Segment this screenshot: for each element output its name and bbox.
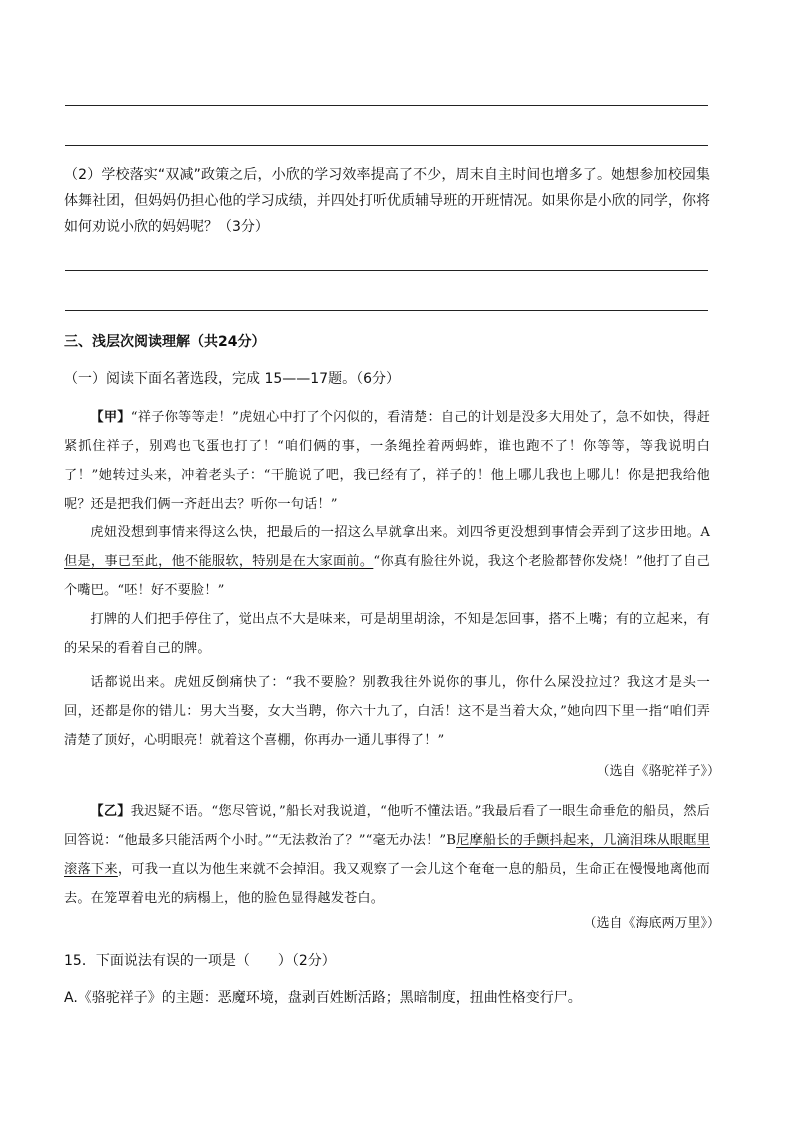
passage-jia-label: 【甲】 [90, 410, 131, 425]
question-2-text: （2）学校落实“双减”政策之后，小欣的学习效率提高了不少，周末自主时间也增多了。她想参加校园集体舞社团，但妈妈仍担心他的学习成绩，并四处打听优质辅导班的开班情况。如果你是小欣的同学，你将如何劝说小欣的妈妈呢？（3分） [64, 167, 710, 235]
answer-line [65, 270, 708, 271]
section-heading: 三、浅层次阅读理解（共24分） [64, 334, 266, 350]
answer-line [65, 105, 708, 106]
passage-yi-text: 我迟疑不语。“您尽管说，”船长对我说道，“他听不懂法语。”我最后看了一眼生命垂危的船员，然后回答说：“他最多只能活两个小时。”“无法救治了？”“毫无办法！”B [64, 804, 710, 848]
section-subheading: （一）阅读下面名著选段，完成 15——17题。（6分） [64, 371, 400, 387]
passage-jia-source: （选自《骆驼祥子》） [596, 764, 720, 779]
question-15-option-a: A.《骆驼祥子》的主题：恶魔环境，盘剥百姓断活路；黑暗制度，扭曲性格变行尸。 [64, 990, 582, 1006]
passage-jia-p2-text: 虎妞没想到事情来得这么快，把最后的一招这么早就拿出来。刘四爷更没想到事情会弄到了这步田地。A [90, 525, 710, 540]
passage-yi-label: 【乙】 [90, 804, 131, 819]
underlined-sentence-a: 但是，事已至此，他不能服软，特别是在大家面前。 [64, 554, 374, 569]
passage-jia-paragraph-1 [64, 403, 710, 519]
passage-jia-paragraph-4: 话都说出来。虎妞反倒痛快了：“我不要脸？别教我往外说你的事儿，你什么屎没拉过？我这才是头一回，还都是你的错儿：男大当娶，女大当聘，你六十九了，白活！这不是当着大众，”她向四下里一指“咱们弄清楚了顶好，心明眼亮！就着这个喜棚，你再办一通儿事得了！” [64, 675, 710, 748]
passage-yi-paragraph [64, 797, 710, 913]
passage-yi-source: （选自《海底两万里》） [583, 916, 720, 931]
passage-jia-p2-text-end: “你真有脸往外说，我这个老脸都替你发烧！”他打了自己个嘴巴。“呸！好不要脸！” [64, 554, 710, 598]
passage-jia-paragraph-2 [64, 518, 710, 605]
passage-jia-paragraph-3: 打牌的人们把手停住了，觉出点不大是味来，可是胡里胡涂，不知是怎回事，搭不上嘴；有的立起来，有的呆呆的看着自己的牌。 [64, 612, 710, 656]
underlined-sentence-b: 尼摩船长的手颤抖起来，几滴泪珠从眼眶里滚落下来 [64, 833, 710, 877]
passage-yi-text-end: ，可我一直以为他生来就不会掉泪。我又观察了一会儿这个奄奄一息的船员，生命正在慢慢地离他而去。在笼罩着电光的病榻上，他的脸色显得越发苍白。 [64, 862, 710, 906]
answer-line [65, 310, 708, 311]
question-15-stem: 15．下面说法有误的一项是（ ）（2分） [64, 953, 336, 969]
question-2 [64, 162, 710, 240]
answer-line [65, 145, 708, 146]
passage-jia-p1-text: “祥子你等等走！”虎妞心中打了个闪似的，看清楚：自己的计划是没多大用处了，急不如快，得赶紧抓住祥子，别鸡也飞蛋也打了！“咱们俩的事，一条绳拴着两蚂蚱，谁也跑不了！你等等，等我说明白了！”她转过头来，冲着老头子：“干脆说了吧，我已经有了，祥子的！他上哪儿我也上哪儿！你是把我给他呢？还是把我们俩一齐赶出去？听你一句话！” [64, 410, 710, 512]
